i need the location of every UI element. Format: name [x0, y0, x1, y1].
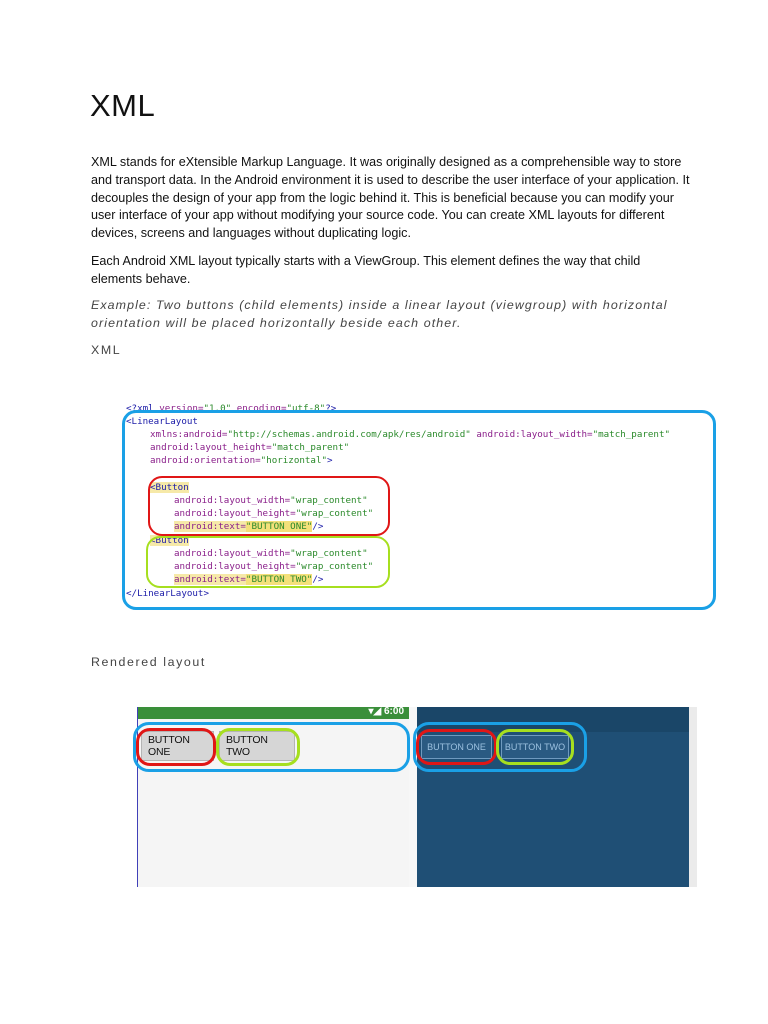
code-token: android:layout_height= — [150, 442, 272, 453]
code-token: Button — [155, 482, 189, 493]
code-token: android:layout_height= — [174, 561, 296, 572]
xml-caption: XML — [91, 343, 122, 357]
code-token: > — [327, 455, 333, 466]
code-token: < — [150, 535, 156, 546]
light-button-two-highlight — [216, 728, 300, 766]
code-token: ?> — [325, 403, 337, 414]
code-token: </ — [126, 588, 138, 599]
dark-button-two-highlight — [496, 729, 574, 765]
code-token: "wrap_content" — [290, 495, 368, 506]
button-two-highlight — [146, 536, 390, 588]
dark-preview-edge — [689, 707, 697, 887]
code-token: /> — [312, 574, 324, 585]
code-token: > — [203, 588, 210, 599]
rendered-caption: Rendered layout — [91, 655, 206, 669]
intro-paragraph: XML stands for eXtensible Markup Language. It was originally designed as a comprehensible way to store and transport data. In the Android environment it is used to describe the user interface of your application. It decouples the design of your app from the logic behind it. This is beneficial because you can modify your user interface of your app without modifying your source code. You can create XML layouts for different devices, screens and languages without duplicating logic. — [91, 155, 690, 241]
code-token: /> — [312, 521, 324, 532]
code-token: "match_parent" — [592, 429, 671, 440]
wifi-icon: ▾ — [368, 706, 374, 717]
code-token: android:text= — [174, 574, 246, 585]
code-token: xmlns:android= — [150, 429, 228, 440]
code-token: android:text= — [174, 521, 246, 532]
code-token: android:orientation= — [150, 455, 261, 466]
status-bar — [138, 707, 410, 719]
dark-button-one-highlight — [416, 729, 497, 765]
dark-button-one[interactable]: BUTTON ONE — [421, 735, 492, 759]
code-token: xml — [137, 403, 154, 414]
code-token: android:layout_width= — [174, 548, 291, 559]
code-token: "1.0" — [203, 403, 232, 414]
code-token: android:layout_height= — [174, 508, 296, 519]
viewgroup-paragraph: Each Android XML layout typically starts with a ViewGroup. This element defines the way that child elements behave. — [91, 254, 641, 286]
code-token: "wrap_content" — [295, 508, 374, 519]
button-one-highlight — [148, 476, 390, 536]
status-time — [368, 706, 404, 717]
code-token: "horizontal" — [260, 455, 328, 466]
code-token: <? — [126, 403, 138, 414]
code-token: Button — [155, 535, 189, 546]
light-button-two[interactable]: BUTTON TWO — [219, 731, 295, 761]
code-token: "utf-8" — [286, 403, 326, 414]
light-button-one-highlight — [136, 728, 216, 766]
dark-button-two[interactable]: BUTTON TWO — [501, 735, 569, 759]
code-token: version= — [153, 403, 204, 414]
code-token: LinearLayout — [137, 588, 204, 599]
code-token: encoding= — [231, 403, 287, 414]
code-token: < — [126, 416, 132, 427]
code-token: "http://schemas.android.com/apk/res/android" — [227, 429, 471, 440]
code-token: android:layout_width= — [476, 429, 593, 440]
code-token: "wrap_content" — [295, 561, 374, 572]
example-note: Example: Two buttons (child elements) inside a linear layout (viewgroup) with horizontal orientation will be placed horizontally beside each other. — [91, 298, 668, 330]
signal-icon: ◢ — [373, 706, 382, 717]
status-time-text: 6:00 — [383, 706, 404, 717]
code-token: < — [150, 482, 156, 493]
light-button-one[interactable]: BUTTON ONE — [141, 731, 214, 761]
code-token: "wrap_content" — [290, 548, 368, 559]
code-token: LinearLayout — [131, 416, 198, 427]
code-token: "match_parent" — [271, 442, 350, 453]
page-title: XML — [90, 88, 156, 123]
code-token: android:layout_width= — [174, 495, 291, 506]
code-token: "BUTTON ONE" — [245, 521, 313, 532]
code-token: "BUTTON TWO" — [245, 574, 313, 585]
